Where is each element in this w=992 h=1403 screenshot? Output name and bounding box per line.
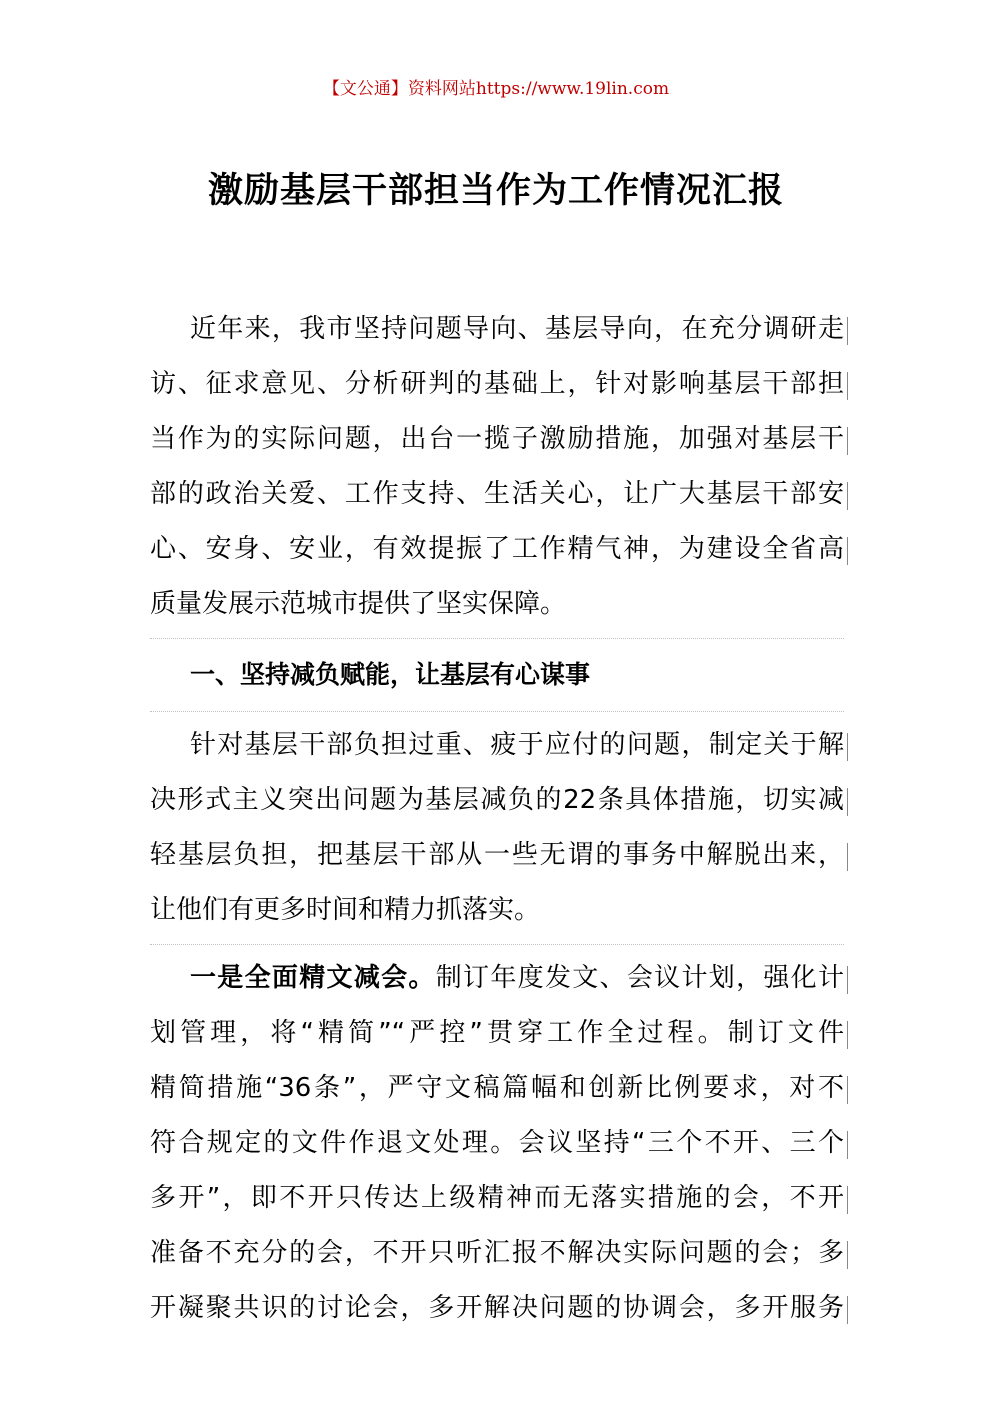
paragraph-line: 近年来，我市坚持问题导向、基层导向，在充分调研走	[150, 302, 844, 357]
paragraph-line: 决形式主义突出问题为基层减负的22条具体措施，切实减	[150, 773, 844, 828]
page-divider	[150, 638, 844, 639]
paragraph-line: 针对基层干部负担过重、疲于应付的问题，制定关于解	[150, 718, 844, 773]
intro-paragraph	[150, 302, 844, 632]
document-body	[150, 302, 844, 1336]
paragraph-line: 部的政治关爱、工作支持、生活关心，让广大基层干部安	[150, 467, 844, 522]
paragraph-line: 访、征求意见、分析研判的基础上，针对影响基层干部担	[150, 357, 844, 412]
point1-paragraph	[150, 951, 844, 1336]
page-divider	[150, 944, 844, 945]
paragraph-line: 开凝聚共识的讨论会，多开解决问题的协调会，多开服务	[150, 1281, 844, 1336]
paragraph-line: 轻基层负担，把基层干部从一些无谓的事务中解脱出来，	[150, 828, 844, 883]
paragraph-line: 精简措施“36条”，严守文稿篇幅和创新比例要求，对不	[150, 1061, 844, 1116]
point-text: 制订年度发文、会议计划，强化计	[435, 963, 844, 993]
paragraph-line: 划管理，将“精简”“严控”贯穿工作全过程。制订文件	[150, 1006, 844, 1061]
paragraph-line: 当作为的实际问题，出台一揽子激励措施，加强对基层干	[150, 412, 844, 467]
site-watermark: 【文公通】资料网站https://www.19lin.com	[322, 79, 670, 99]
section-heading: 一、坚持减负赋能，让基层有心谋事	[190, 660, 591, 689]
paragraph-line	[150, 951, 844, 1006]
paragraph-line: 准备不充分的会，不开只听汇报不解决实际问题的会；多	[150, 1226, 844, 1281]
section1-paragraph	[150, 718, 844, 938]
document-title: 激励基层干部担当作为工作情况汇报	[207, 171, 784, 211]
paragraph-line: 多开”，即不开只传达上级精神而无落实措施的会，不开	[150, 1171, 844, 1226]
paragraph-line: 符合规定的文件作退文处理。会议坚持“三个不开、三个	[150, 1116, 844, 1171]
paragraph-line: 心、安身、安业，有效提振了工作精气神，为建设全省高	[150, 522, 844, 577]
page-divider	[150, 711, 844, 712]
point-lead: 一是全面精文减会。	[190, 963, 436, 993]
paragraph-line: 让他们有更多时间和精力抓落实。	[150, 895, 541, 925]
paragraph-line: 质量发展示范城市提供了坚实保障。	[150, 589, 567, 619]
